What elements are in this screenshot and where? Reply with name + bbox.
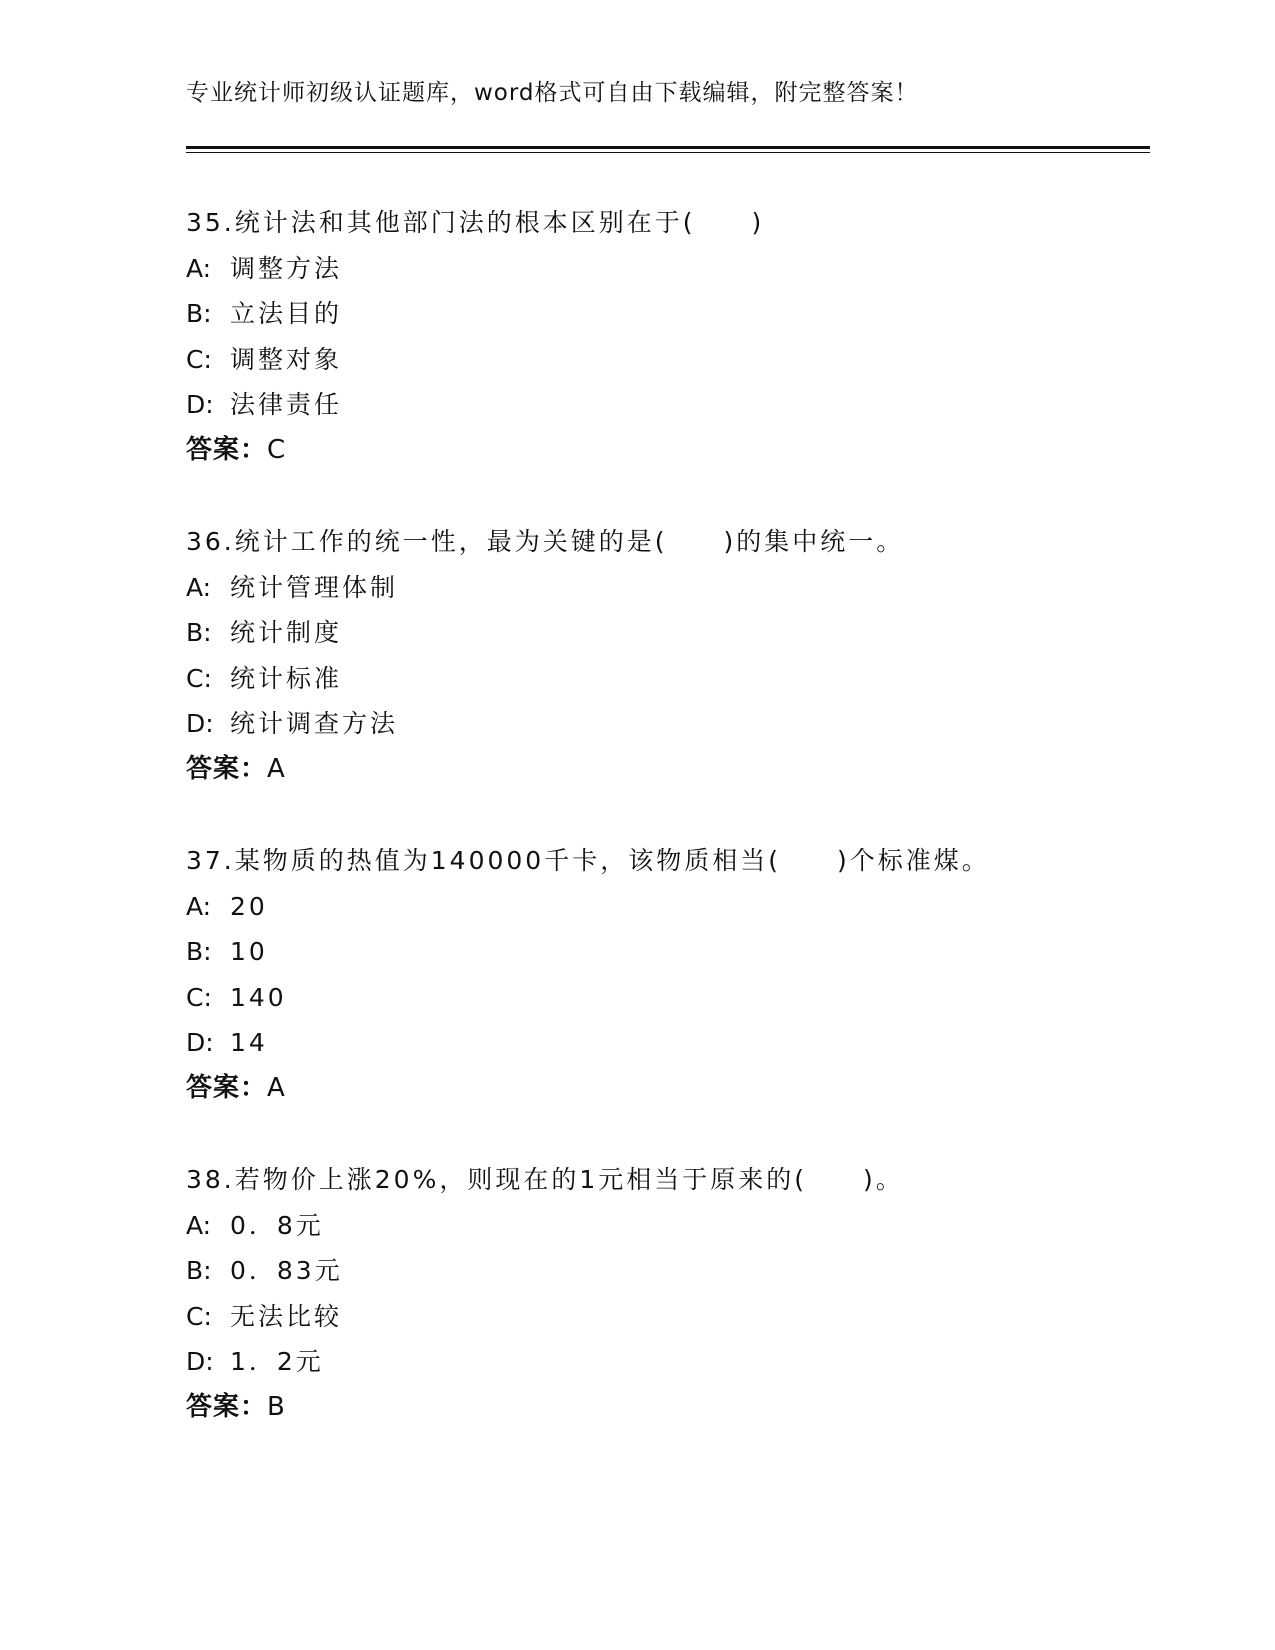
option-letter: A:: [186, 1210, 212, 1240]
option-text: 14: [230, 1028, 268, 1058]
option-text: 统计制度: [230, 618, 343, 648]
option-d: [186, 1020, 1146, 1066]
answer-label: 答案：: [186, 434, 268, 465]
answer-value: C: [267, 434, 287, 465]
option-letter: A:: [186, 891, 212, 921]
answer-line: [186, 1066, 1146, 1112]
answer-value: B: [267, 1391, 286, 1422]
option-text: 法律责任: [230, 390, 343, 420]
option-text: 立法目的: [230, 299, 343, 329]
option-c: [186, 656, 1146, 702]
option-c: [186, 337, 1146, 383]
option-text: 调整对象: [230, 344, 343, 374]
answer-label: 答案：: [186, 1072, 268, 1103]
option-letter: D:: [186, 390, 214, 420]
option-letter: B:: [186, 299, 212, 329]
option-text: 10: [230, 937, 268, 967]
option-a: [186, 565, 1146, 611]
option-c: [186, 975, 1146, 1021]
option-text: 0．83元: [230, 1256, 343, 1286]
answer-line: [186, 1385, 1146, 1431]
answer-value: A: [267, 753, 286, 784]
option-letter: D:: [186, 1028, 214, 1058]
question-38: [186, 1157, 1146, 1431]
option-b: [186, 1248, 1146, 1294]
option-text: 1．2元: [230, 1347, 324, 1377]
option-d: [186, 1339, 1146, 1385]
option-letter: C:: [186, 663, 212, 693]
option-letter: B:: [186, 618, 212, 648]
option-b: [186, 929, 1146, 975]
answer-line: [186, 747, 1146, 793]
option-d: [186, 382, 1146, 428]
answer-label: 答案：: [186, 1391, 268, 1422]
option-text: 0．8元: [230, 1210, 324, 1240]
question-37: [186, 838, 1146, 1112]
option-a: [186, 1203, 1146, 1249]
option-text: 20: [230, 891, 268, 921]
page-header: 专业统计师初级认证题库，word格式可自由下载编辑，附完整答案！: [186, 80, 919, 106]
header-rule-thick: [186, 146, 1150, 149]
answer-value: A: [267, 1072, 286, 1103]
option-letter: A:: [186, 253, 212, 283]
answer-line: [186, 428, 1146, 474]
option-letter: C:: [186, 344, 212, 374]
option-text: 调整方法: [230, 253, 343, 283]
option-letter: C:: [186, 1301, 212, 1331]
question-stem: 36.统计工作的统一性，最为关键的是( )的集中统一。: [186, 527, 905, 556]
question-stem: 38.若物价上涨20%，则现在的1元相当于原来的( )。: [186, 1165, 904, 1194]
option-d: [186, 701, 1146, 747]
option-letter: C:: [186, 982, 212, 1012]
option-letter: B:: [186, 937, 212, 967]
answer-label: 答案：: [186, 753, 268, 784]
option-c: [186, 1294, 1146, 1340]
option-letter: A:: [186, 572, 212, 602]
option-text: 统计管理体制: [230, 572, 399, 602]
question-35: [186, 200, 1146, 474]
option-letter: B:: [186, 1256, 212, 1286]
question-stem: 37.某物质的热值为140000千卡，该物质相当( )个标准煤。: [186, 846, 990, 875]
option-text: 无法比较: [230, 1301, 343, 1331]
question-36: [186, 519, 1146, 793]
option-a: [186, 246, 1146, 292]
option-text: 140: [230, 982, 287, 1012]
option-text: 统计标准: [230, 663, 343, 693]
option-b: [186, 291, 1146, 337]
option-letter: D:: [186, 1347, 214, 1377]
option-b: [186, 610, 1146, 656]
option-text: 统计调查方法: [230, 709, 399, 739]
question-stem: 35.统计法和其他部门法的根本区别在于( ): [186, 208, 765, 237]
header-rule-thin: [186, 152, 1150, 153]
option-letter: D:: [186, 709, 214, 739]
option-a: [186, 884, 1146, 930]
